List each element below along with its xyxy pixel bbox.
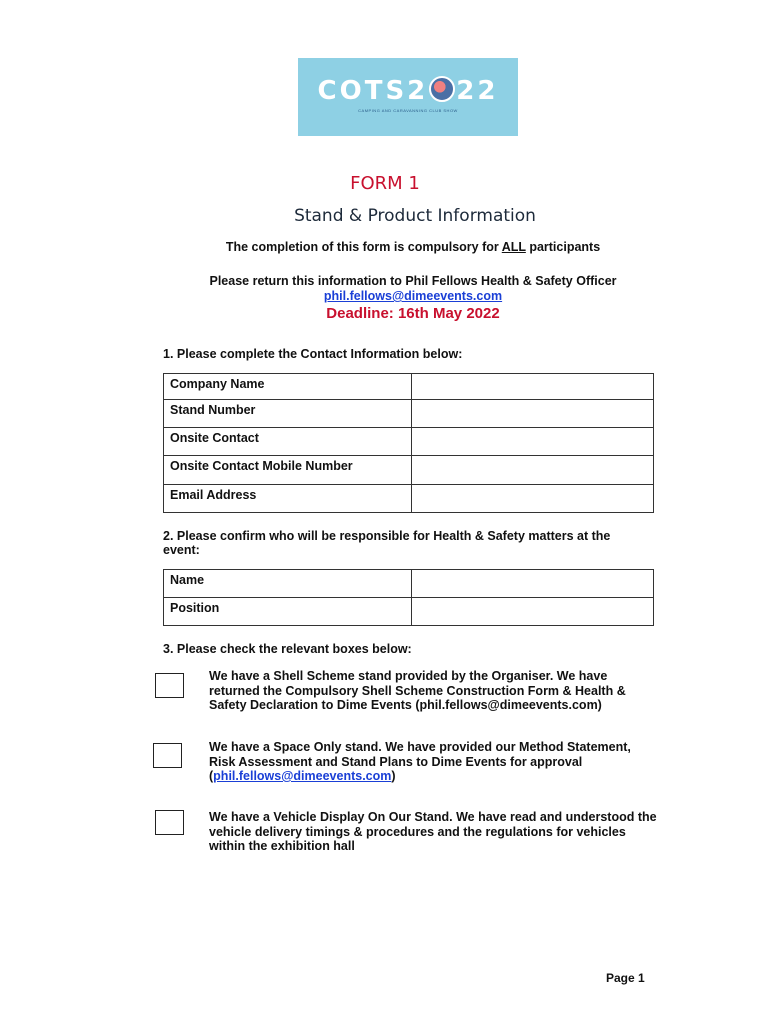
row-label-name: Name (164, 570, 412, 598)
space-only-text-end: ) (391, 769, 396, 783)
hs-responsible-table (163, 569, 654, 626)
page-number: Page 1 (606, 971, 645, 985)
compulsory-text: The completion of this form is compulsory for (225, 240, 502, 254)
space-only-option-text (209, 740, 659, 784)
table-row (164, 456, 654, 485)
compulsory-all: ALL (501, 240, 526, 254)
section3-heading: 3. Please check the relevant boxes below: (163, 642, 412, 656)
stand-number-field[interactable] (412, 400, 654, 428)
hs-position-field[interactable] (412, 598, 654, 626)
row-label-position: Position (164, 598, 412, 626)
company-name-field[interactable] (412, 374, 654, 400)
section1-heading: 1. Please complete the Contact Information below: (163, 347, 463, 361)
space-only-email-link[interactable]: phil.fellows@dimeevents.com (213, 769, 392, 783)
logo-wordmark (298, 76, 518, 106)
compulsory-text-end: participants (525, 240, 601, 254)
table-row (164, 485, 654, 513)
table-row (164, 428, 654, 456)
form-title: FORM 1 (350, 173, 420, 194)
deadline: Deadline: 16th May 2022 (326, 305, 500, 322)
space-only-text: We have a Space Only stand. We have provided our Method Statement, Risk Assessment and Stand Plans to Dime Events for approval ( (209, 740, 631, 783)
compulsory-notice (0, 240, 770, 254)
row-label-stand: Stand Number (164, 400, 412, 428)
table-row (164, 374, 654, 400)
return-instructions: Please return this information to Phil Fellows Health & Safety Officer (209, 274, 617, 288)
section2-heading: 2. Please confirm who will be responsible for Health & Safety matters at the event: (163, 529, 611, 557)
logo-tagline: CAMPING AND CARAVANNING CLUB SHOW (358, 108, 458, 113)
logo-text-part1: COTS2 (317, 76, 429, 106)
row-label-company: Company Name (164, 374, 412, 400)
email-address-field[interactable] (412, 485, 654, 513)
space-only-checkbox[interactable] (153, 743, 182, 768)
shell-scheme-option-text: We have a Shell Scheme stand provided by the Organiser. We have returned the Compulsory Shell Scheme Construction Form & Health & Safety Declaration to Dime Events (phil.fellows@dimeevents.com) (209, 669, 626, 712)
table-row (164, 570, 654, 598)
table-row (164, 598, 654, 626)
vehicle-display-checkbox[interactable] (155, 810, 184, 835)
onsite-contact-field[interactable] (412, 428, 654, 456)
row-label-email: Email Address (164, 485, 412, 513)
table-row (164, 400, 654, 428)
contact-info-table (163, 373, 654, 513)
return-email-link[interactable]: phil.fellows@dimeevents.com (323, 289, 503, 303)
hs-name-field[interactable] (412, 570, 654, 598)
row-label-mobile: Onsite Contact Mobile Number (164, 456, 412, 485)
event-logo (298, 58, 518, 136)
mobile-number-field[interactable] (412, 456, 654, 485)
vehicle-display-option-text: We have a Vehicle Display On Our Stand. We have read and understood the vehicle delivery timings & procedures and the regulations for vehicles within the exhibition hall (209, 810, 657, 853)
form-subtitle: Stand & Product Information (294, 206, 536, 226)
shell-scheme-checkbox[interactable] (155, 673, 184, 698)
logo-text-part2: 22 (456, 76, 499, 106)
row-label-contact: Onsite Contact (164, 428, 412, 456)
return-email-line (0, 289, 770, 303)
globe-icon (429, 76, 455, 102)
